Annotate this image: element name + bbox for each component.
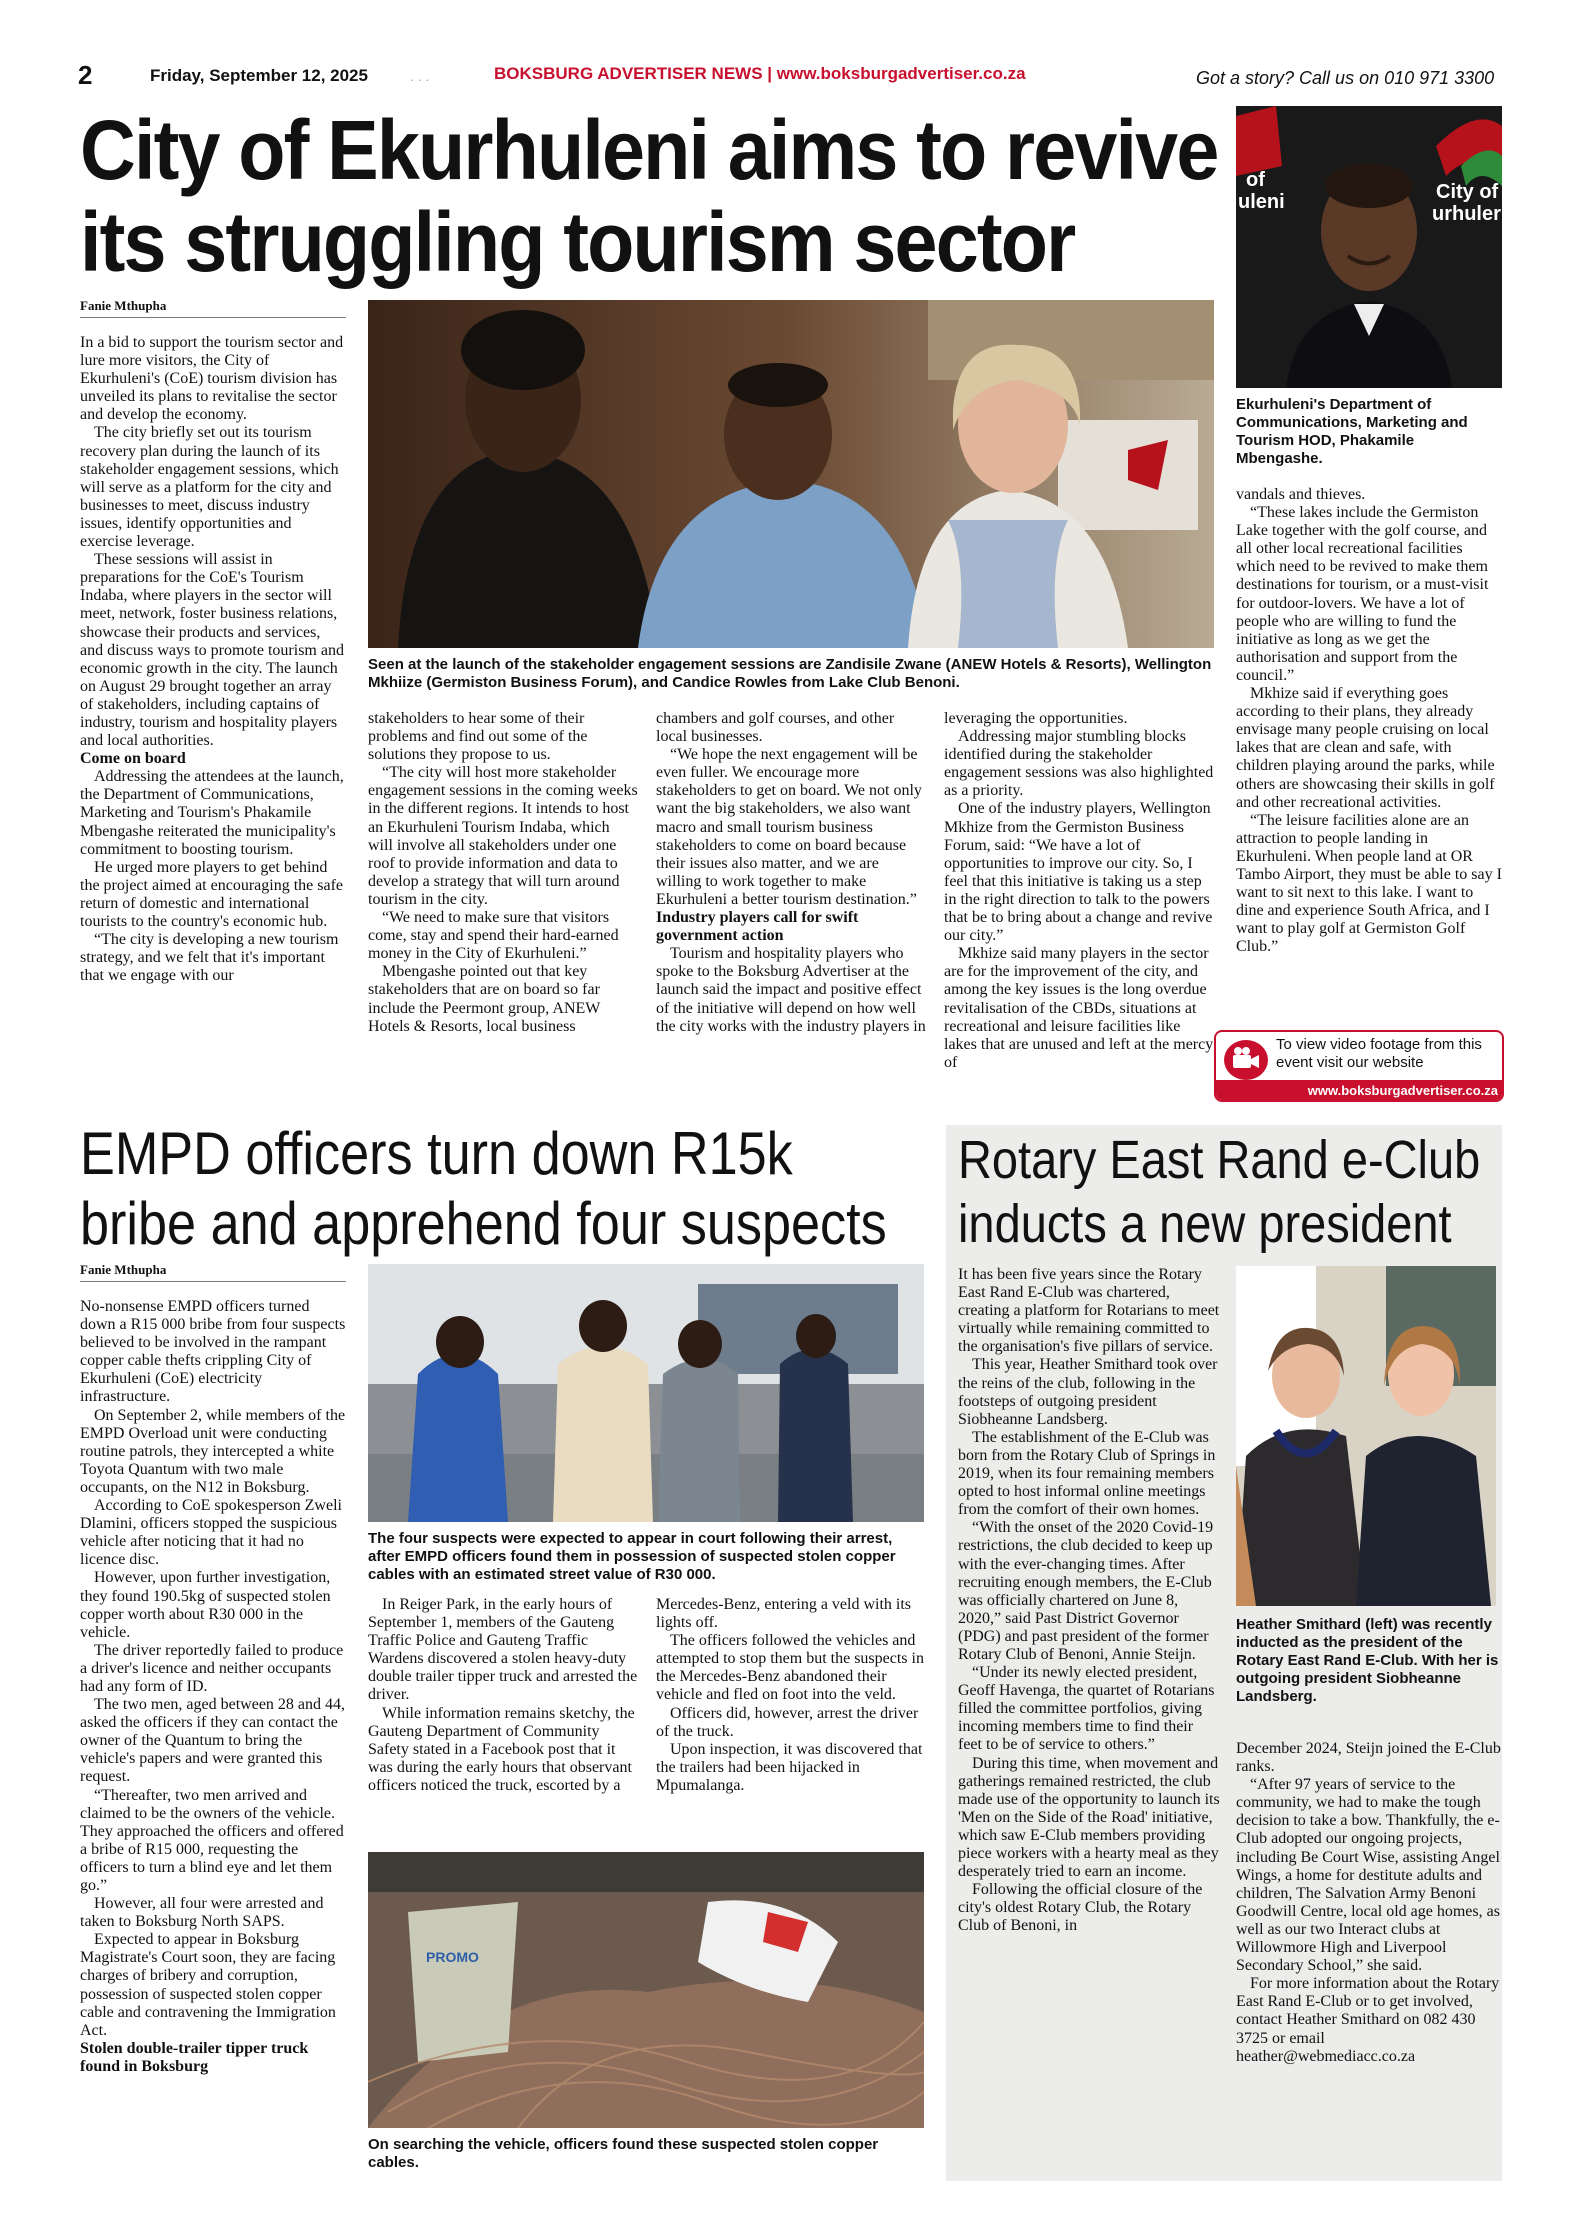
article2-col2-p2: While information remains sketchy, the Gauteng Department of Community Safety stated in a Facebook post that it was during the early hours that observant officers noticed the truck, escorted by a [368,1704,635,1794]
article1-col1-p3: These sessions will assist in preparations for the CoE's Tourism Indaba, where players in the sector will meet, network, foster business relations, showcase their products and services, and discuss ways to promote tourism and economic growth in the city. The launch on August 29 brought together an array of stakeholders, including captains of industry, tourism and hospitality players and local authorities. [80,551,344,750]
page-number: 2 [78,60,93,90]
article1-column-5 [1236,486,1502,1026]
article1-col4-p1: leveraging the opportunities. [944,710,1128,727]
article2-col1-p1: No-nonsense EMPD officers turned down a R15 000 bribe from four suspects believed to be involved in the rampant copper cable thefts crippling City of Ekurhuleni (CoE) electricity infrastructure. [80,1298,346,1406]
video-box-text: To view video footage from this event visit our website [1276,1036,1482,1071]
article2-col3-p1: Mercedes-Benz, entering a veld with its lights off. [656,1596,912,1632]
suspects-photo [368,1264,924,1522]
article1-headline-line2: its struggling tourism sector [80,195,1075,289]
article1-col1-p5: He urged more players to get behind the project aimed at encouraging the safe return of domestic and international tourists to the country's economic hub. [80,858,343,930]
article3-headline-line1: Rotary East Rand e-Club [958,1130,1481,1190]
sign-text-left-2: uleni [1238,191,1285,213]
article2-col3-p2: The officers followed the vehicles and attempted to stop them but the suspects in the Mercedes-Benz abandoned their vehicle and fled on foot into the veld. [656,1632,924,1704]
rotary-presidents-photo [1236,1266,1496,1606]
article1-col4-p2: Addressing major stumbling blocks identified during the stakeholder engagement sessions was also highlighted as a priority. [944,728,1214,800]
paper-name[interactable]: BOKSBURG ADVERTISER NEWS | www.boksburgadvertiser.co.za [494,64,1026,83]
issue-date: Friday, September 12, 2025 [150,66,368,85]
sign-text-right: City of [1436,181,1499,203]
article3-col1-p1: It has been five years since the Rotary East Rand E-Club was chartered, creating a platform for Rotarians to meet virtually while remaining committed to the organisation's five pillars of service. [958,1266,1220,1356]
article1-column-3 [656,710,926,1104]
article1-column-2 [368,710,638,1104]
bucket-label: PROMO [426,1949,479,1965]
article2-headline-line2: bribe and apprehend four suspects [80,1190,887,1257]
article1-subhead-industry-players: Industry players call for swift government action [656,909,859,945]
article3-col1-p3: The establishment of the E-Club was born from the Rotary Club of Springs in 2019, when its four remaining members opted to host informal online meetings from the comfort of their own homes. [958,1428,1216,1519]
video-box-url[interactable]: www.boksburgadvertiser.co.za [1216,1080,1504,1102]
article1-col3-p3: Tourism and hospitality players who spoke to the Boksburg Advertiser at the launch said the impact and positive effect of the initiative will depend on how well the city works with the industry players in [656,945,926,1035]
article2-col1-p7: “Thereafter, two men arrived and claimed to be the owners of the vehicle. They approached the officers and offered a bribe of R15 000, requesting the officers to turn a blind eye and let them go.” [80,1786,344,1894]
hod-photo-caption: Ekurhuleni's Department of Communications, Marketing and Tourism HOD, Phakamile Mbengashe. [1236,396,1468,467]
story-tagline: Got a story? Call us on 010 971 3300 [1196,68,1495,88]
article1-col3-p1: chambers and golf courses, and other local businesses. [656,710,895,746]
article1-col5-p3: Mkhize said if everything goes according to their plans, they already envisage many people cruising on local lakes that are clean and safe, with children playing around the parks, while others are showcasing their skills in golf and other recreational activities. [1236,685,1495,811]
article3-column-2 [1236,1740,1502,2176]
article2-col1-p6: The two men, aged between 28 and 44, asked the officers if they can contact the owner of the Quantum to bring the vehicle's papers and were granted this request. [80,1696,346,1786]
article1-col4-p4: Mkhize said many players in the sector are for the improvement of the city, and among the key issues is the long overdue revitalisation of the CBDs, situations at recreational and leisure facilities like lakes that are unused and left at the mercy of [944,945,1214,1071]
article1-column-4 [944,710,1216,1104]
article1-col1-p4: Addressing the attendees at the launch, the Department of Communications, Marketing and Tourism's Phakamile Mbengashe reiterated the municipality's commitment to boosting tourism. [80,768,344,858]
article1-col2-p2: “The city will host more stakeholder engagement sessions in the coming weeks in the different regions. It intends to host an Ekurhuleni Tourism Indaba, which will involve all stakeholders under one roof to provide information and data to develop a strategy that will turn around tourism in the city. [368,764,638,908]
article2-byline: Fanie Mthupha [80,1262,346,1282]
article2-col3-p3: Officers did, however, arrest the driver of the truck. [656,1704,919,1740]
article3-col1-p4: “With the onset of the 2020 Covid-19 restrictions, the club decided to keep up with the ever-changing times. After recruiting enough members, the E-Club was officially chartered on June 8, 2020,” said Past District Governor (PDG) and past president of the former Rotary Club of Benoni, Annie Steijn. [958,1519,1214,1663]
article2-col1-p9: Expected to appear in Boksburg Magistrate's Court soon, they are facing charges of bribery and corruption, possession of suspected stolen copper cable and contravening the Immigration Act. [80,1931,336,2039]
article2-subhead-tipper-truck: Stolen double-trailer tipper truck found in Boksburg [80,2039,309,2075]
article3-col1-p2: This year, Heather Smithard took over the reins of the club, following in the footsteps of outgoing president Siobheanne Landsberg. [958,1356,1218,1428]
suspects-photo-caption: The four suspects were expected to appear in court following their arrest, after EMPD officers found them in possession of suspected stolen copper cables with an estimated street value of R30 000. [368,1530,896,1583]
sign-text-right-2: urhuler [1432,203,1501,225]
article1-byline: Fanie Mthupha [80,298,346,318]
copper-cables-photo [368,1852,924,2128]
article1-col1-p6: “The city is developing a new tourism strategy, and we felt that it's important that we engage with our [80,931,339,985]
copper-photo-caption: On searching the vehicle, officers found these suspected stolen copper cables. [368,2136,879,2171]
video-footage-box[interactable] [1214,1030,1504,1102]
article1-col2-p4: Mbengashe pointed out that key stakeholders that are on board so far include the Peermont group, ANEW Hotels & Resorts, local business [368,963,601,1035]
article2-col1-p3: According to CoE spokesperson Zweli Dlamini, officers stopped the suspicious vehicle after noticing that it had no licence disc. [80,1497,342,1569]
article3-col2-p2: “After 97 years of service to the community, we had to make the tough decision to take a bow. Thankfully, the e-Club adopted our ongoing projects, including Be Court Wise, assisting Angel Wings, a home for destitute adults and children, The Salvation Army Benoni Goodwill Centre, local old age homes, as well as our two Interact clubs at Willowmore High and Liverpool Secondary School,” she said. [1236,1776,1500,1975]
article1-column-1 [80,334,346,1104]
article1-col2-p1: stakeholders to hear some of their problems and find out some of the solutions they propose to us. [368,710,588,764]
article1-col1-p1: In a bid to support the tourism sector and lure more visitors, the City of Ekurhuleni's (CoE) tourism division has unveiled its plans to revitalise the sector and develop the economy. [80,334,344,424]
article3-col1-p6: During this time, when movement and gatherings remained restricted, the club made use of the opportunity to launch its 'Men on the Side of the Road' initiative, which saw E-Club members providing piece workers with a hearty meal as they desperately tried to earn an income. [958,1754,1220,1881]
article2-col2-p1: In Reiger Park, in the early hours of September 1, members of the Gauteng Traffic Police and Gauteng Traffic Wardens discovered a stolen heavy-duty double trailer tipper truck and arrested the driver. [368,1596,638,1704]
article3-column-1 [958,1266,1220,2174]
video-camera-icon [1224,1040,1268,1080]
article1-col5-p2: “These lakes include the Germiston Lake together with the golf course, and all other local recreational facilities which need to be revived to make them destinations for tourism, or a must-visit for outdoor-lovers. We have a lot of people who are willing to fund the initiative as long as we get the authorisation and support from the council.” [1236,504,1489,684]
article1-col4-p3: One of the industry players, Wellington Mkhize from the Germiston Business Forum, said: “We have a lot of opportunities to improve our city. So, I feel that this initiative is taking us a step in the right direction to talk to the powers that be to bring about a change and revive our city.” [944,800,1213,945]
article1-col5-p1: vandals and thieves. [1236,486,1366,503]
article3-col2-p1: December 2024, Steijn joined the E-Club ranks. [1236,1740,1501,1776]
article2-col1-p5: The driver reportedly failed to produce a driver's licence and neither occupants had any form of ID. [80,1641,344,1695]
hod-photo [1236,106,1502,388]
article1-col1-p2: The city briefly set out its tourism recovery plan during the launch of its stakeholder engagement sessions, which will serve as a platform for the city and businesses to meet, discuss industry issues, identify opportunities and exercise leverage. [80,424,339,551]
article2-col3-p4: Upon inspection, it was discovered that the trailers had been hijacked in Mpumalanga. [656,1740,923,1794]
article3-col1-p5: “Under its newly elected president, Geoff Havenga, the quartet of Rotarians filled the committee portfolios, giving incoming members time to find their feet to be of service to others.” [958,1664,1215,1754]
article2-headline-line1: EMPD officers turn down R15k [80,1120,793,1187]
article3-col1-p7: Following the official closure of the city's oldest Rotary Club, the Rotary Club of Benoni, in [958,1881,1203,1935]
article2-col1-p2: On September 2, while members of the EMPD Overload unit were conducting routine patrols, they intercepted a white Toyota Quantum with two male occupants, on the N12 in Boksburg. [80,1406,346,1496]
article2-col1-p8: However, all four were arrested and taken to Boksburg North SAPS. [80,1895,324,1931]
article2-column-1 [80,1298,346,2178]
article2-column-3 [656,1596,926,1836]
article1-subhead-come-on-board: Come on board [80,750,186,768]
article1-col5-p4: “The leisure facilities alone are an attraction to people landing in Ekurhuleni. When people land at OR Tambo Airport, they must be able to say I want to sit next to this lake. I want to dine and experience South Africa, and I want to play golf at Germiston Golf Club.” [1236,811,1502,956]
article3-headline-line2: inducts a new president [958,1194,1452,1254]
article1-col3-p2: “We hope the next engagement will be even fuller. We encourage more stakeholders to get on board. We not only want the big stakeholders, we also want macro and small tourism business stakeholders to come on board because their issues also matter, and we are willing to work together to make Ekurhuleni a better tourism destination.” [656,746,922,908]
article1-headline-line1: City of Ekurhuleni aims to revive [80,103,1218,197]
rotary-photo-caption: Heather Smithard (left) was recently inducted as the president of the Rotary East Rand E-Club. With her is outgoing president Siobheanne Landsberg. [1236,1616,1499,1705]
article3-col2-p3: For more information about the Rotary East Rand E-Club or to get involved, contact Heather Smithard on 082 430 3725 or email heather@webmediacc.co.za [1236,1975,1500,2065]
sign-text-left: of [1246,169,1265,191]
article1-col2-p3: “We need to make sure that visitors come, stay and spend their hard-earned money in the City of Ekurhuleni.” [368,909,619,963]
article2-col1-p4: However, upon further investigation, they found 190.5kg of suspected stolen copper worth about R30 000 in the vehicle. [80,1569,331,1641]
launch-photo-caption: Seen at the launch of the stakeholder engagement sessions are Zandisile Zwane (ANEW Hotels & Resorts), Wellington Mkhiize (Germiston Business Forum), and Candice Rowles from Lake Club Benoni. [368,656,1212,691]
launch-photo [368,300,1214,648]
header-dots: . . . [410,68,430,84]
article2-column-2 [368,1596,638,1836]
